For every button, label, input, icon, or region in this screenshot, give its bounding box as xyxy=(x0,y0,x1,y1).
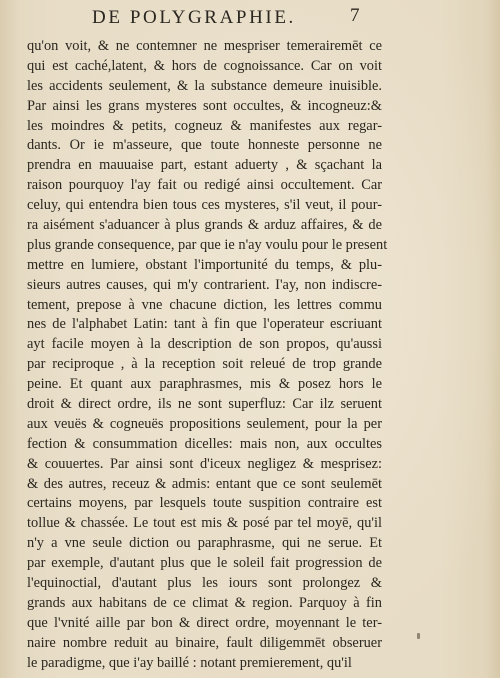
text-line-content: tollue & chassée. Le tout est mis & posé par tel moyē, qu'il xyxy=(27,515,382,532)
text-line xyxy=(27,634,382,654)
text-line-content: qu'on voit, & ne contemner ne mespriser temerairemēt ce xyxy=(27,38,382,54)
text-line-content: que l'vnité aille par bon & direct ordre, moyennant le ter- xyxy=(27,614,382,631)
text-line xyxy=(27,77,382,97)
text-line xyxy=(27,97,382,117)
text-line xyxy=(27,276,382,296)
text-line-content: & couuertes. Par ainsi sont d'iceux negligez & mesprisez: xyxy=(27,455,382,472)
text-line xyxy=(27,514,382,534)
text-line xyxy=(27,156,382,176)
text-line xyxy=(27,176,382,196)
text-line xyxy=(27,57,382,77)
text-line xyxy=(27,375,382,395)
text-line xyxy=(27,614,382,634)
text-line-content: raison pourquoy l'ay fait ou redigé ainsi occultement. Car xyxy=(27,177,382,194)
text-line-content: grands aux habitans de ce climat & region. Parquoy à fin xyxy=(27,594,382,611)
text-line-content: sieurs autres causes, qui m'y contrarient. I'ay, non indiscre- xyxy=(27,276,382,293)
text-line xyxy=(27,315,382,335)
running-title: DE POLYGRAPHIE. xyxy=(92,7,296,28)
text-line xyxy=(27,594,382,614)
text-line xyxy=(27,435,382,455)
text-line xyxy=(27,335,382,355)
text-line xyxy=(27,654,382,674)
text-line-content: certains moyens, par lesquels toute suspition contraire est xyxy=(27,495,382,512)
text-line-content: les accidents seulement, & la substance demeure inuisible. xyxy=(27,77,382,94)
text-line-content: & des autres, receuz & admis: entant que ce sont seulemēt xyxy=(27,475,382,492)
text-line-content: plus grande consequence, par que ie n'ay voulu pour le present xyxy=(27,236,388,253)
text-line-content: qui est caché,latent, & hors de cognoissance. Car on voit xyxy=(27,57,382,74)
text-line-content: peine. Et quant aux paraphrasmes, mis & posez hors le xyxy=(27,376,382,393)
text-line-content: par exemple, d'autant plus que le soleil fait progression de xyxy=(27,555,382,572)
text-line xyxy=(27,574,382,594)
text-line xyxy=(27,395,382,415)
text-line xyxy=(27,494,382,514)
text-line-content: par reciproque , à la reception soit releué de trop grande xyxy=(27,356,382,373)
text-line xyxy=(27,196,382,216)
text-line xyxy=(27,296,382,316)
text-line xyxy=(27,236,388,256)
text-line-content: aux veuës & cogneuës propositions seulement, pour la per xyxy=(27,415,382,432)
text-line xyxy=(27,117,382,137)
page-number: 7 xyxy=(350,5,360,26)
text-line xyxy=(27,37,382,57)
text-line-content: mettre en lumiere, obstant l'importunité du temps, & plu- xyxy=(27,256,382,273)
text-line xyxy=(27,415,382,435)
text-line-content: fection & consummation dicelles: mais non, aux occultes xyxy=(27,435,382,452)
text-line-content: Par ainsi les grans mysteres sont occultes, & incogneuz:& xyxy=(27,97,382,114)
text-line-content: naire nombre reduit au binaire, fault diligemmēt obseruer xyxy=(27,634,382,651)
text-line-content: tement, prepose à vne chacune diction, les lettres commu xyxy=(27,296,382,313)
text-line-content: l'equinoctial, d'autant plus les iours sont prolongez & xyxy=(27,575,382,592)
text-line-content: le paradigme, que i'ay baillé : notant premierement, qu'il xyxy=(27,654,352,671)
text-line-content: ra aisément s'aduancer à plus grands & arduz affaires, & de xyxy=(27,217,382,234)
text-line xyxy=(27,455,382,475)
text-line xyxy=(27,554,382,574)
ink-speck xyxy=(417,633,420,639)
text-line-content: prendra en mauuaise part, estant aduerty , & sçachant la xyxy=(27,157,382,174)
text-line xyxy=(27,216,382,236)
text-line xyxy=(27,475,382,495)
text-line-content: ayt facile moyen à la description de son propos, qu'aussi xyxy=(27,336,382,353)
text-line xyxy=(27,256,382,276)
text-line xyxy=(27,534,382,554)
text-line-content: n'y a vne seule diction ou paraphrasme, qui ne serue. Et xyxy=(27,535,382,552)
text-line-content: celuy, qui entendra bien tous ces mysteres, s'il veut, il pour- xyxy=(27,197,382,214)
text-line xyxy=(27,136,382,156)
text-line xyxy=(27,355,382,375)
text-line-content: droit & direct ordre, ils ne sont superfluz: Car ilz seruent xyxy=(27,396,382,413)
page-header xyxy=(0,0,500,36)
text-line-content: nes de l'alphabet Latin: tant à fin que l'operateur escriuant xyxy=(27,316,382,333)
body-text xyxy=(27,37,388,674)
text-line-content: dants. Or ie m'asseure, que toute honneste personne ne xyxy=(27,137,382,154)
text-line-content: les moindres & petits, cogneuz & manifestes aux regar- xyxy=(27,117,382,134)
